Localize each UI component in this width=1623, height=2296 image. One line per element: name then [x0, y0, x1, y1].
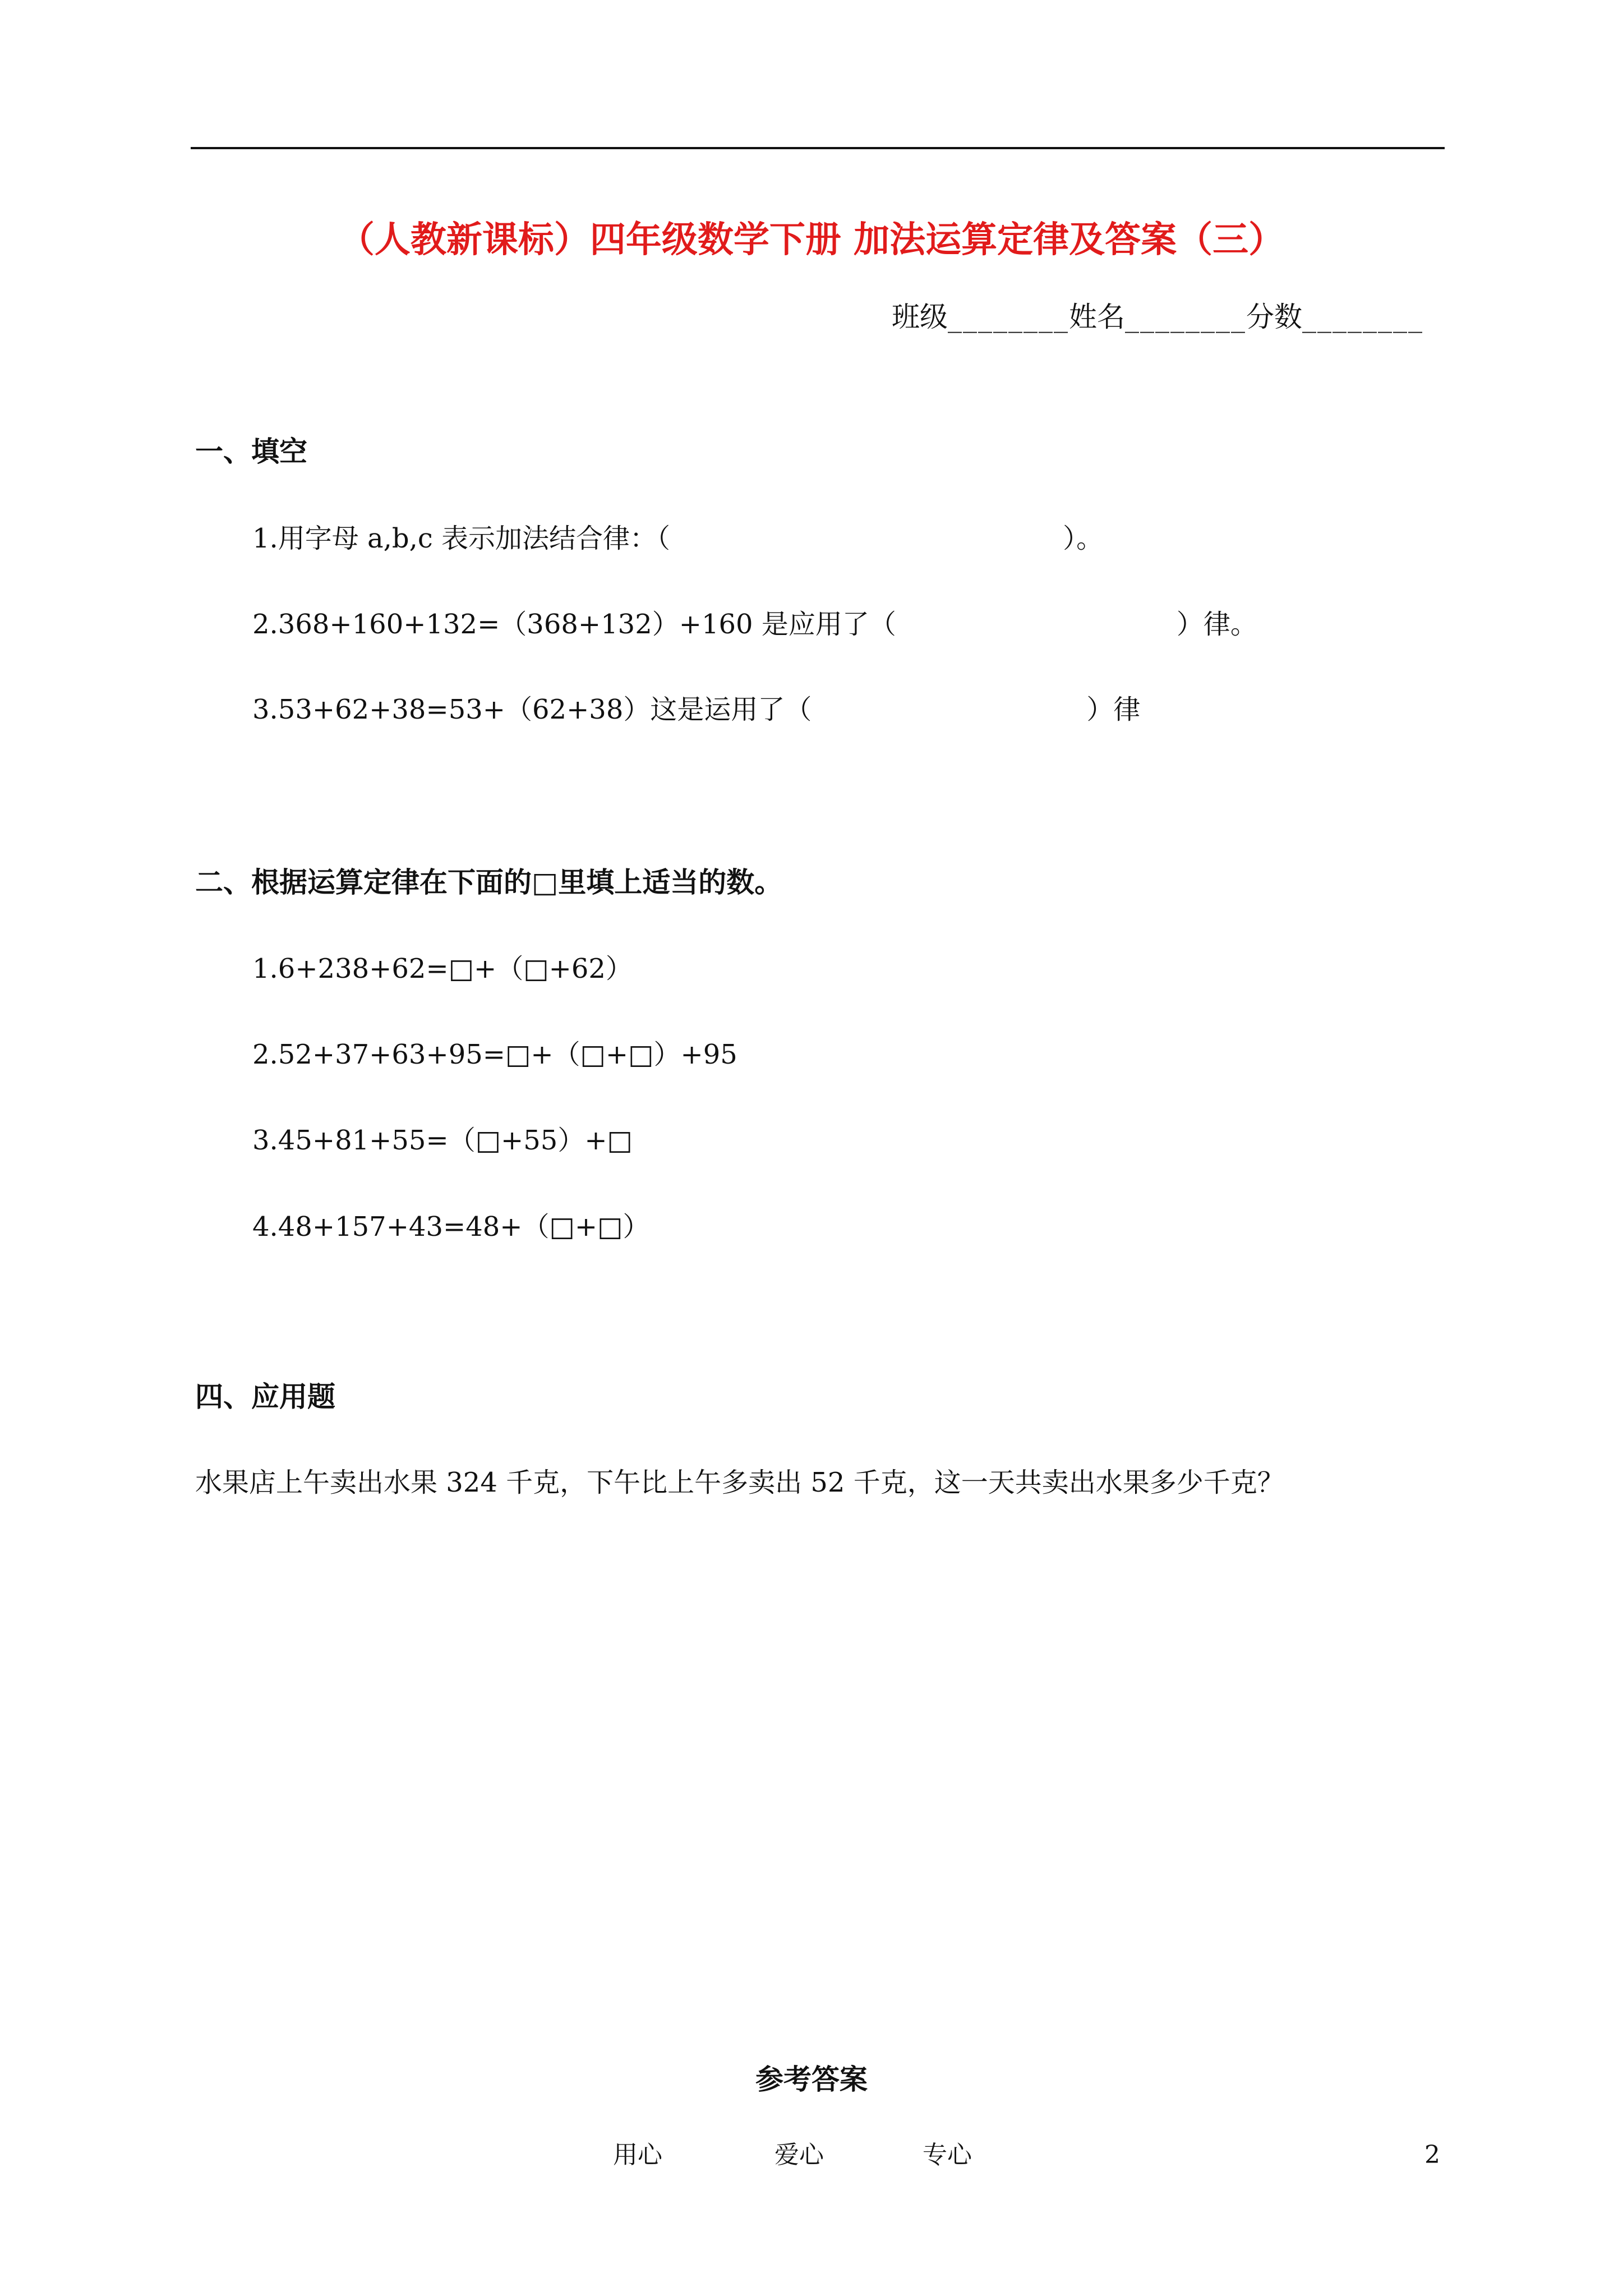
section2-heading: 二、根据运算定律在下面的□里填上适当的数。 [195, 866, 783, 899]
section2-item-1: 1.6+238+62=□+（□+62） [252, 953, 633, 984]
section1-item-3 [252, 690, 1140, 729]
section2-item-2: 2.52+37+63+95=□+（□+□）+95 [252, 1039, 737, 1070]
header-rule [191, 147, 1445, 149]
item-text-after: ）律 [1086, 694, 1141, 725]
footer-word-3: 专心 [923, 2141, 972, 2169]
name-blank: ________ [1125, 301, 1246, 333]
page-number: 2 [1424, 2141, 1440, 2169]
section2-item-4: 4.48+157+43=48+（□+□） [252, 1211, 650, 1243]
section2-item-3: 3.45+81+55=（□+55）+□ [252, 1125, 633, 1156]
section1-item-2 [252, 605, 1257, 644]
class-blank: ________ [948, 301, 1069, 333]
score-blank: ________ [1302, 301, 1423, 333]
section1-heading: 一、填空 [195, 435, 307, 468]
item-text-before: 3.53+62+38=53+（62+38）这是运用了（ [252, 694, 812, 725]
footer-word-1: 用心 [613, 2141, 662, 2169]
page-title: （人教新课标）四年级数学下册 加法运算定律及答案（三） [338, 219, 1285, 261]
word-problem: 水果店上午卖出水果 324 千克，下午比上午多卖出 52 千克，这一天共卖出水果多少千克？ [195, 1467, 1284, 1498]
score-label: 分数 [1246, 301, 1302, 333]
item-text-after: ）律。 [1176, 609, 1257, 640]
answers-heading: 参考答案 [755, 2063, 868, 2096]
class-label: 班级 [892, 301, 948, 333]
item-text-after: ）。 [1063, 523, 1104, 554]
item-text-before: 1.用字母 a,b,c 表示加法结合律：（ [252, 523, 671, 554]
footer-word-2: 爱心 [774, 2141, 824, 2169]
item-text-before: 2.368+160+132=（368+132）+160 是应用了（ [252, 609, 896, 640]
section1-item-1 [252, 519, 1103, 558]
section4-heading: 四、应用题 [195, 1380, 335, 1413]
student-info-line [892, 297, 1423, 337]
name-label: 姓名 [1069, 301, 1125, 333]
